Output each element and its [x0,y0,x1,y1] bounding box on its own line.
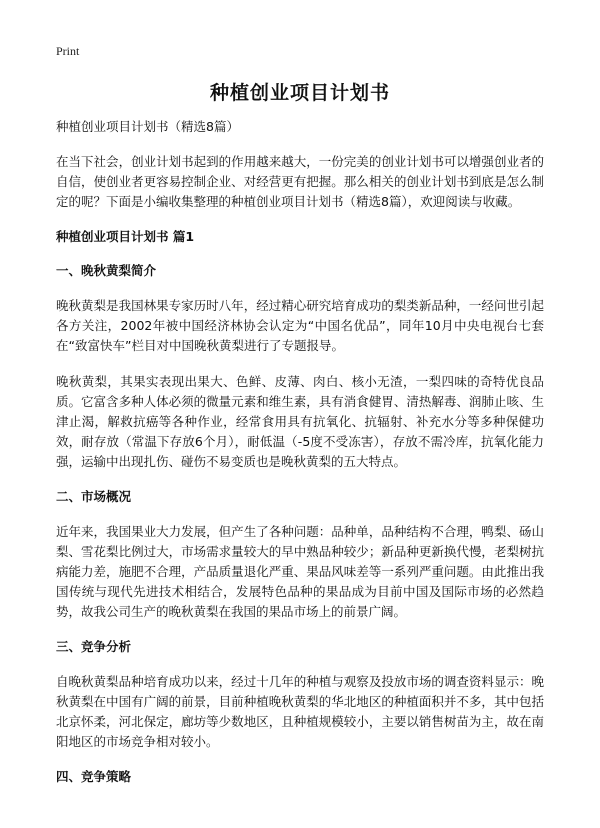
section-heading: 二、市场概况 [56,489,132,504]
section-paragraph: 晚秋黄梨，其果实表现出果大、色鲜、皮薄、肉白、核小无渣，一梨四味的奇特优良品质。它富含多种人体必须的微量元素和维生素，具有消食健胃、清热解毒、润肺止咳、生津止渴，解救抗癌等各种作业，经常食用具有抗氧化、抗辐射、补充水分等多种保健功效，耐存放（常温下存放6个月），耐低温（-5度不受冻害），存放不需冷库，抗氧化能力强，运输中出现扎伤、碰伤不易变质也是晚秋黄梨的五大特点。 [56,374,544,469]
section-paragraph: 自晚秋黄梨品种培育成功以来，经过十几年的种植与观察及投放市场的调查资料显示：晚秋黄梨在中国有广阔的前景，目前种植晚秋黄梨的华北地区的种植面积并不多，其中包括北京怀柔，河北保定，廊坊等少数地区，且种植规模较小，主要以销售树苗为主，故在南阳地区的市场竞争相对较小。 [56,674,544,749]
chapter-heading: 种植创业项目计划书 篇1 [56,229,195,244]
section-heading: 一、晚秋黄梨简介 [56,263,157,278]
section-heading: 三、竞争分析 [56,639,132,654]
section-paragraph: 晚秋黄梨是我国林果专家历时八年，经过精心研究培育成功的梨类新品种，一经问世引起各方关注，2002年被中国经济林协会认定为“中国名优品”，同年10月中央电视台七套在“致富快车”栏目对中国晚秋黄梨进行了专题报导。 [56,298,544,353]
section-heading: 四、竞争策略 [56,769,132,784]
document-title: 种植创业项目计划书 [209,82,390,104]
intro-paragraph: 在当下社会，创业计划书起到的作用越来越大，一份完美的创业计划书可以增强创业者的自信，使创业者更容易控制企业、对经营更有把握。那么相关的创业计划书到底是怎么制定的呢？下面是小编收集整理的种植创业项目计划书（精选8篇），欢迎阅读与收藏。 [56,154,544,209]
document-subtitle: 种植创业项目计划书（精选8篇） [56,119,239,134]
print-link[interactable]: Print [56,44,80,58]
section-paragraph: 近年来，我国果业大力发展，但产生了各种问题：品种单，品种结构不合理，鸭梨、砀山梨、雪花梨比例过大，市场需求量较大的早中熟品种较少；新品种更新换代慢，老梨树抗病能力差，施肥不合理，产品质量退化严重、果品风味差等一系列严重问题。由此推出我国传统与现代先进技术相结合，发展特色品种的果品成为目前中国及国际市场的必然趋势，故我公司生产的晚秋黄梨在我国的果品市场上的前景广阔。 [56,524,544,619]
